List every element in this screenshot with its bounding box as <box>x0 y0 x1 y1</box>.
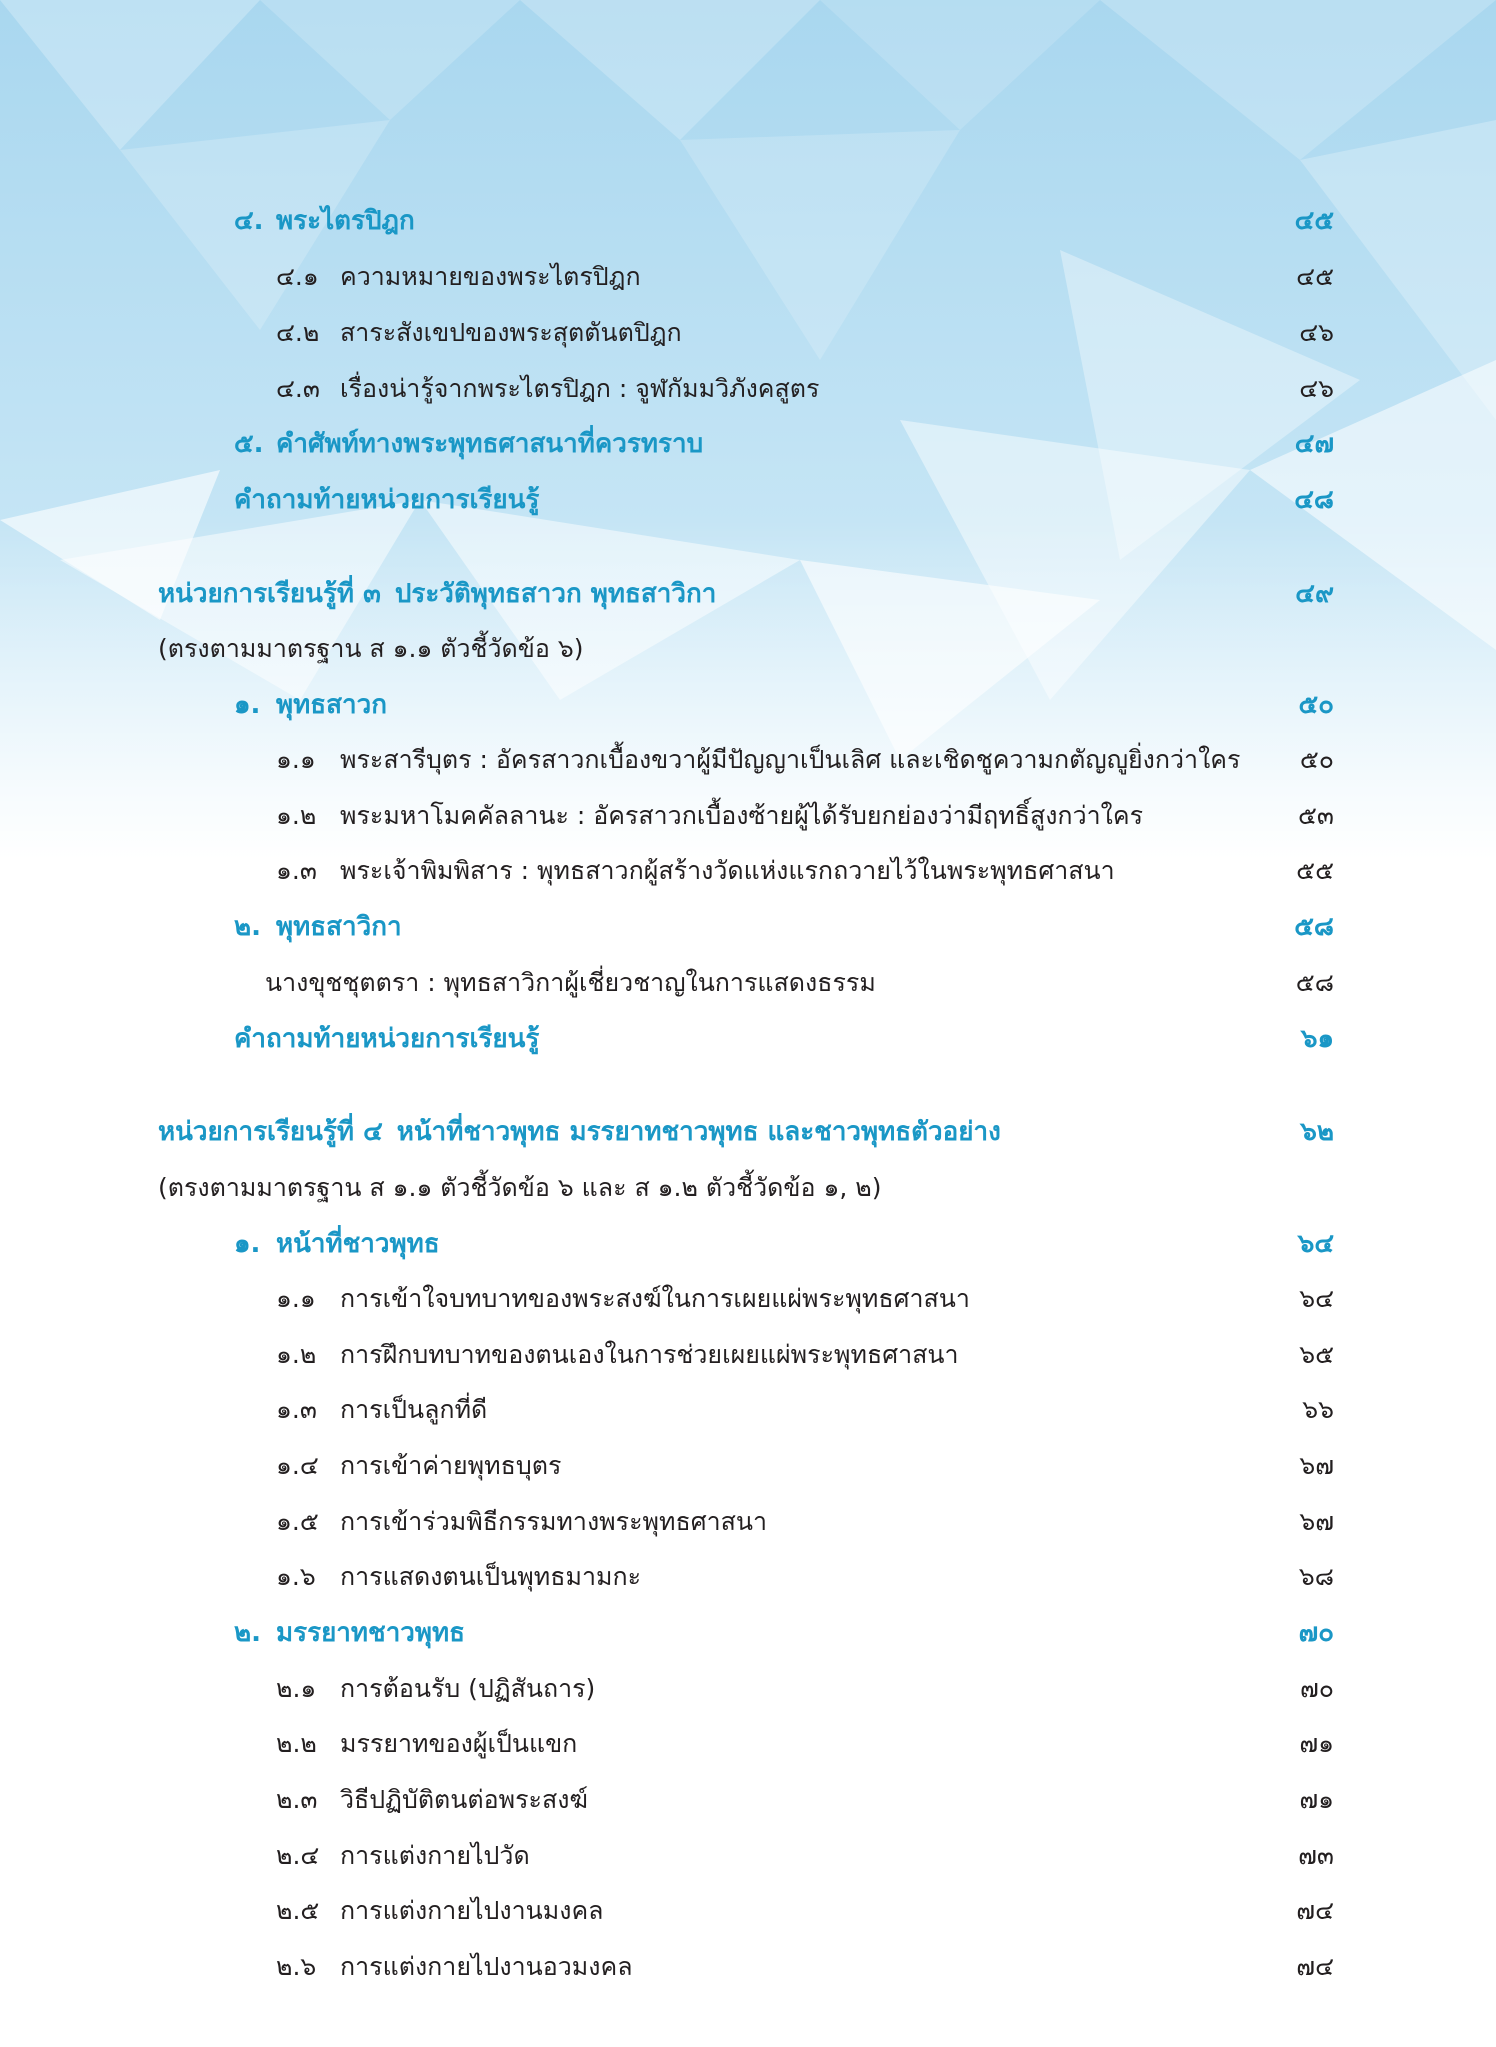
toc-heading-buddhist-duties[interactable] <box>0 1224 1496 1264</box>
toc-page-number: ๗๑ <box>1299 1729 1334 1758</box>
toc-page-number: ๔๘ <box>1294 485 1334 515</box>
toc-page-number: ๕๓ <box>1297 801 1334 830</box>
toc-heading-buddhist-terms[interactable] <box>0 424 1496 464</box>
toc-entry-number: ๑.๔ <box>276 1451 319 1480</box>
toc-heading-title: คำถามท้ายหน่วยการเรียนรู้ <box>234 1024 540 1054</box>
toc-entry-title: การเข้าร่วมพิธีกรรมทางพระพุทธศาสนา <box>340 1507 768 1536</box>
toc-entry-number: ๒.๔ <box>276 1841 320 1870</box>
toc-unit-heading-4[interactable] <box>0 1112 1496 1152</box>
toc-unit-label: หน่วยการเรียนรู้ที่ ๔ <box>158 1117 383 1147</box>
toc-page-number: ๕๐ <box>1298 690 1334 720</box>
toc-entry-number: ๑.๒ <box>276 801 317 830</box>
toc-page-number: ๖๖ <box>1302 1395 1334 1424</box>
toc-page-number: ๖๗ <box>1299 1507 1334 1536</box>
toc-entry-number: ๑.๑ <box>276 745 316 774</box>
toc-heading-title: พุทธสาวิกา <box>276 912 402 942</box>
toc-entry-number: ๑.๒ <box>276 1340 317 1369</box>
toc-page-number: ๖๔ <box>1299 1284 1334 1313</box>
toc-entry[interactable] <box>0 851 1496 891</box>
toc-entry-number: ๒.๓ <box>276 1785 318 1814</box>
toc-unit-label: หน่วยการเรียนรู้ที่ ๓ <box>158 579 381 609</box>
toc-end-of-unit-questions[interactable] <box>0 480 1496 520</box>
toc-entry[interactable] <box>0 963 1496 1003</box>
toc-entry[interactable] <box>0 369 1496 409</box>
toc-heading-title: พุทธสาวก <box>276 690 387 720</box>
toc-end-of-unit-questions[interactable] <box>0 1019 1496 1059</box>
toc-entry[interactable] <box>0 1891 1496 1931</box>
toc-heading-title: พระไตรปิฎก <box>276 206 415 236</box>
toc-entry-number: ๒.๕ <box>276 1896 320 1925</box>
toc-entry-number: ๑.๓ <box>276 1395 317 1424</box>
toc-heading-buddhist-etiquette[interactable] <box>0 1613 1496 1653</box>
toc-entry-title: มรรยาทของผู้เป็นแขก <box>340 1729 578 1758</box>
toc-page-number: ๖๗ <box>1299 1451 1334 1480</box>
toc-entry[interactable] <box>0 1947 1496 1987</box>
toc-unit-heading-3[interactable] <box>0 574 1496 614</box>
toc-entry-number: ๔.๒ <box>276 318 320 347</box>
toc-entry[interactable] <box>0 313 1496 353</box>
toc-page-number: ๗๔ <box>1296 1896 1334 1925</box>
toc-entry-title: การแต่งกายไปงานอวมงคล <box>340 1952 633 1981</box>
toc-entry-title: พระสารีบุตร : อัครสาวกเบื้องขวาผู้มีปัญญาเป็นเลิศ และเชิดชูความกตัญญูยิ่งกว่าใคร <box>340 745 1241 774</box>
toc-standard-note <box>0 629 1496 669</box>
toc-entry[interactable] <box>0 1669 1496 1709</box>
toc-page-number: ๔๙ <box>1295 579 1334 609</box>
toc-entry[interactable] <box>0 740 1496 780</box>
toc-entry-number: ๑.๓ <box>276 856 317 885</box>
toc-entry-title: วิธีปฏิบัติตนต่อพระสงฆ์ <box>340 1785 588 1814</box>
toc-page-number: ๖๘ <box>1298 1562 1334 1591</box>
toc-entry-number: ๒.๖ <box>276 1952 317 1981</box>
toc-entry[interactable] <box>0 1724 1496 1764</box>
toc-page-number: ๔๕ <box>1296 262 1334 291</box>
toc-entry-title: การเข้าค่ายพุทธบุตร <box>340 1451 562 1480</box>
toc-page-number: ๗๑ <box>1299 1785 1334 1814</box>
toc-heading-title: คำถามท้ายหน่วยการเรียนรู้ <box>234 485 540 515</box>
toc-heading-number: ๒. <box>234 912 262 942</box>
toc-heading-number: ๑. <box>234 1229 261 1259</box>
toc-page-number: ๕๕ <box>1296 856 1334 885</box>
toc-heading-tripitaka[interactable] <box>0 201 1496 241</box>
toc-heading-title: คำศัพท์ทางพระพุทธศาสนาที่ควรทราบ <box>276 429 704 459</box>
toc-page-number: ๕๐ <box>1299 745 1334 774</box>
toc-entry-title: การต้อนรับ (ปฏิสันถาร) <box>340 1674 596 1703</box>
toc-standard-text: (ตรงตามมาตรฐาน ส ๑.๑ ตัวชี้วัดข้อ ๖) <box>158 634 584 663</box>
toc-entry-title: การแสดงตนเป็นพุทธมามกะ <box>340 1562 642 1591</box>
toc-entry-number: ๒.๑ <box>276 1674 317 1703</box>
toc-entry[interactable] <box>0 1780 1496 1820</box>
toc-entry[interactable] <box>0 1836 1496 1876</box>
toc-page-number: ๔๗ <box>1294 429 1334 459</box>
toc-heading-disciples[interactable] <box>0 685 1496 725</box>
toc-page-number: ๖๒ <box>1300 1117 1334 1147</box>
toc-entry[interactable] <box>0 1502 1496 1542</box>
toc-entry[interactable] <box>0 1335 1496 1375</box>
toc-unit-name: ประวัติพุทธสาวก พุทธสาวิกา <box>394 579 717 609</box>
toc-heading-title: มรรยาทชาวพุทธ <box>276 1618 466 1648</box>
toc-heading-number: ๑. <box>234 690 261 720</box>
toc-heading-number: ๔. <box>234 206 264 236</box>
toc-page-number: ๖๔ <box>1297 1229 1334 1259</box>
toc-page-number: ๗๐ <box>1299 1674 1334 1703</box>
toc-entry-title: ความหมายของพระไตรปิฎก <box>340 262 641 291</box>
toc-heading-number: ๕. <box>234 429 264 459</box>
toc-entry-title: การฝึกบทบาทของตนเองในการช่วยเผยแผ่พระพุทธศาสนา <box>340 1340 959 1369</box>
toc-page-number: ๕๘ <box>1294 912 1334 942</box>
toc-page-number: ๕๘ <box>1295 968 1334 997</box>
toc-entry-number: ๔.๓ <box>276 374 320 403</box>
toc-entry-title: การแต่งกายไปงานมงคล <box>340 1896 604 1925</box>
toc-standard-text: (ตรงตามมาตรฐาน ส ๑.๑ ตัวชี้วัดข้อ ๖ และ ส ๑.๒ ตัวชี้วัดข้อ ๑, ๒) <box>158 1173 882 1202</box>
toc-page-number: ๖๑ <box>1300 1024 1334 1054</box>
toc-standard-note <box>0 1168 1496 1208</box>
toc-entry-number: ๑.๖ <box>276 1562 316 1591</box>
toc-entry-number: ๑.๕ <box>276 1507 319 1536</box>
toc-unit-title <box>158 574 716 614</box>
toc-entry[interactable] <box>0 1279 1496 1319</box>
toc-entry-number: ๔.๑ <box>276 262 319 291</box>
toc-page-number: ๖๕ <box>1299 1340 1334 1369</box>
toc-page-number: ๔๖ <box>1299 318 1334 347</box>
toc-entry-title: พระเจ้าพิมพิสาร : พุทธสาวกผู้สร้างวัดแห่งแรกถวายไว้ในพระพุทธศาสนา <box>340 856 1115 885</box>
toc-heading-number: ๒. <box>234 1618 262 1648</box>
toc-entry[interactable] <box>0 1557 1496 1597</box>
toc-page-number: ๗๐ <box>1298 1618 1334 1648</box>
toc-entry-title: นางขุชชุตตรา : พุทธสาวิกาผู้เชี่ยวชาญในการแสดงธรรม <box>265 968 876 997</box>
toc-entry-number: ๒.๒ <box>276 1729 317 1758</box>
toc-entry-title: การแต่งกายไปวัด <box>340 1841 530 1870</box>
toc-entry[interactable] <box>0 796 1496 836</box>
toc-heading-female-disciples[interactable] <box>0 907 1496 947</box>
toc-entry[interactable] <box>0 257 1496 297</box>
toc-page-number: ๗๔ <box>1296 1952 1334 1981</box>
toc-entry[interactable] <box>0 1390 1496 1430</box>
toc-entry-title: พระมหาโมคคัลลานะ : อัครสาวกเบื้องซ้ายผู้ได้รับยกย่องว่ามีฤทธิ์สูงกว่าใคร <box>340 801 1144 830</box>
toc-unit-title <box>158 1112 1001 1152</box>
toc-entry[interactable] <box>0 1446 1496 1486</box>
toc-entry-number: ๑.๑ <box>276 1284 316 1313</box>
toc-entry-title: การเข้าใจบทบาทของพระสงฆ์ในการเผยแผ่พระพุทธศาสนา <box>340 1284 970 1313</box>
toc-page-number: ๔๖ <box>1299 374 1334 403</box>
toc-entry-title: การเป็นลูกที่ดี <box>340 1395 488 1424</box>
toc-unit-name: หน้าที่ชาวพุทธ มรรยาทชาวพุทธ และชาวพุทธตัวอย่าง <box>396 1117 1001 1147</box>
toc-page-number: ๔๕ <box>1294 206 1334 236</box>
toc-entry-title: สาระสังเขปของพระสุตตันตปิฎก <box>340 318 682 347</box>
toc-entry-title: เรื่องน่ารู้จากพระไตรปิฎก : จูฬกัมมวิภังคสูตร <box>340 374 820 403</box>
toc-heading-title: หน้าที่ชาวพุทธ <box>276 1229 440 1259</box>
toc-page-number: ๗๓ <box>1298 1841 1334 1870</box>
